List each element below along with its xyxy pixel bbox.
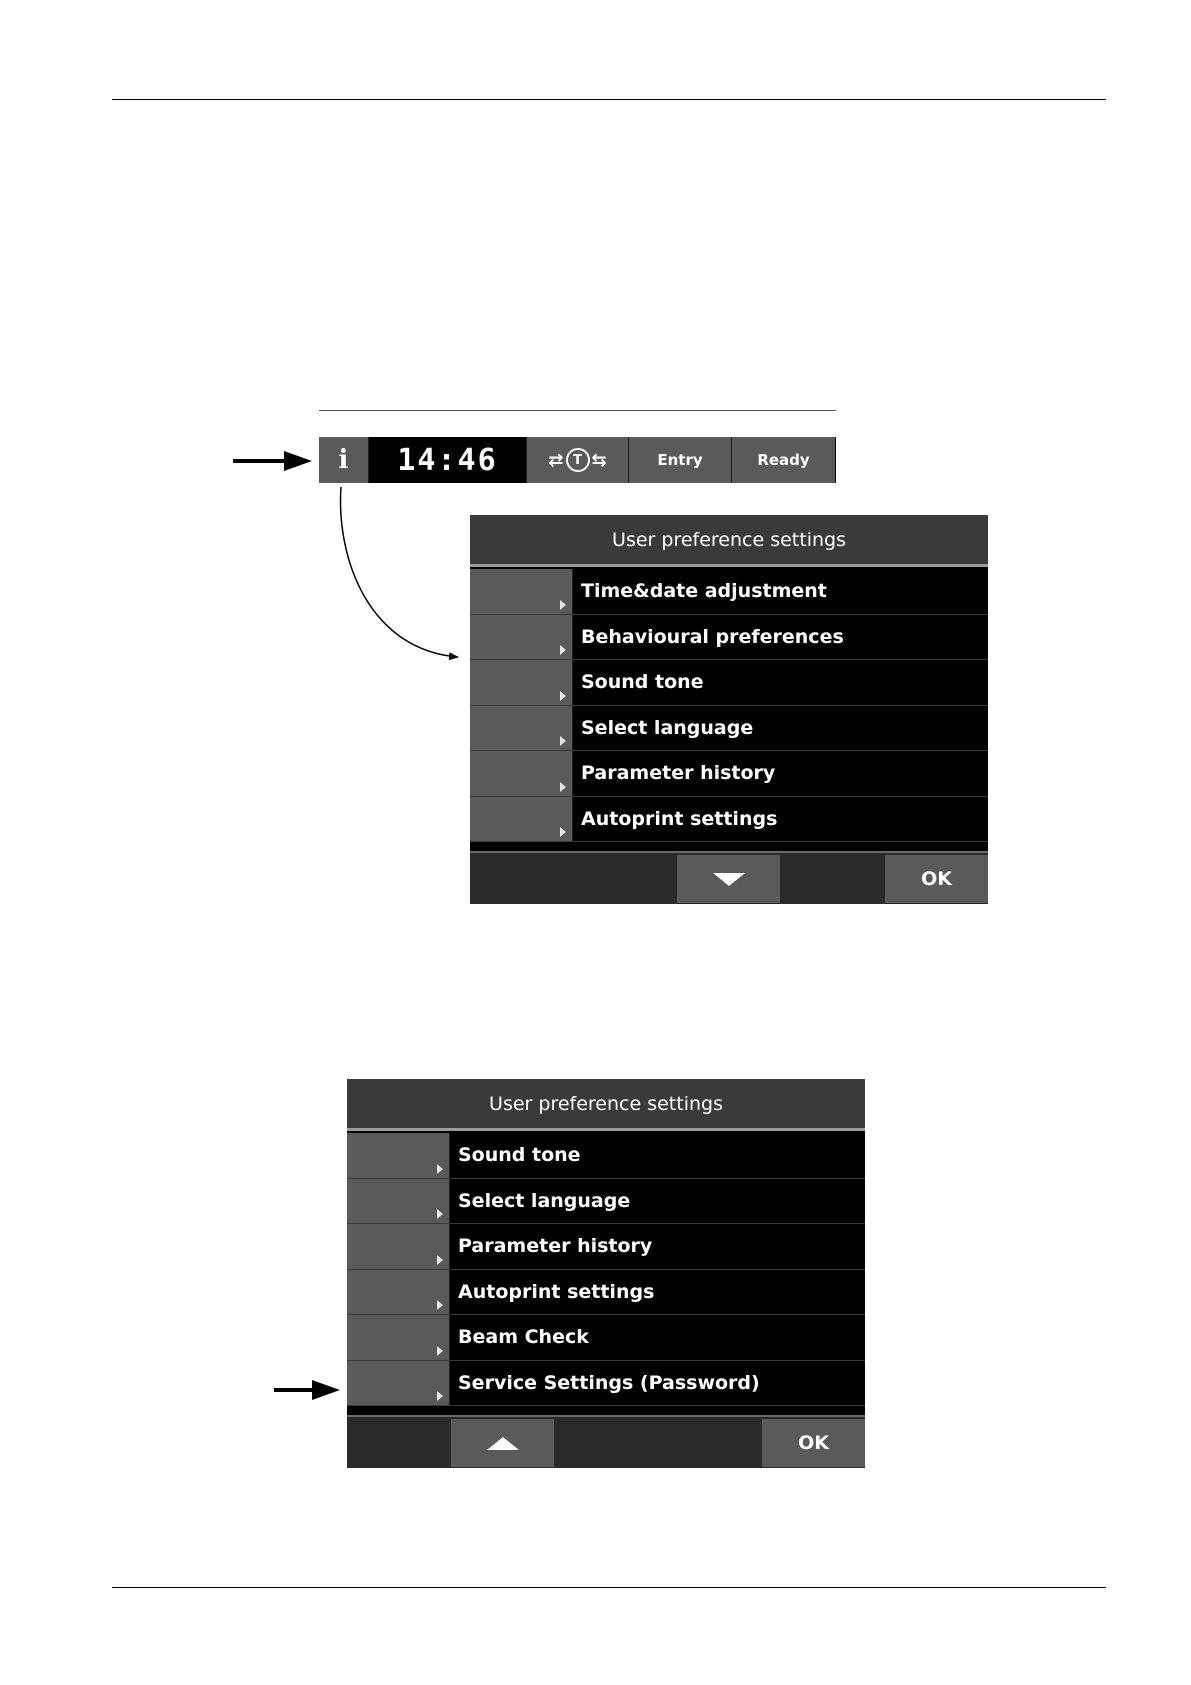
list-item-label: Select language [458, 1189, 631, 1212]
list-item-label: Sound tone [458, 1144, 581, 1167]
footer-rule [112, 1587, 1106, 1588]
panel-title: User preference settings [347, 1079, 865, 1131]
pointer-arrow-to-info-icon [233, 451, 312, 471]
ok-button[interactable]: OK [885, 855, 988, 903]
list-item-label: Time&date adjustment [581, 580, 827, 603]
clock-display: 14:46 [369, 437, 526, 483]
transfer-circle-icon: T [566, 448, 590, 472]
list-item-label: Autoprint settings [581, 807, 778, 830]
list-item-label: Parameter history [458, 1235, 653, 1258]
list-item-label: Autoprint settings [458, 1280, 655, 1303]
list-item-label: Service Settings (Password) [458, 1371, 760, 1394]
list-item-label: Sound tone [581, 671, 704, 694]
ok-button[interactable]: OK [762, 1419, 865, 1467]
info-icon: i [338, 445, 349, 475]
transfer-arrows-left-icon: ⇄ [548, 449, 564, 471]
list-item-label: Parameter history [581, 762, 776, 785]
list-item-label: Behavioural preferences [581, 625, 844, 648]
entry-button[interactable]: Entry [629, 437, 732, 483]
curved-arrow-icon [341, 487, 458, 657]
list-item-label: Select language [581, 716, 754, 739]
pointer-arrow-to-service-settings [274, 1380, 340, 1400]
list-item-label: Beam Check [458, 1326, 589, 1349]
transfer-arrows-right-icon: ⇆ [591, 449, 607, 471]
panel-title: User preference settings [470, 515, 988, 567]
ready-button[interactable]: Ready [732, 437, 835, 483]
